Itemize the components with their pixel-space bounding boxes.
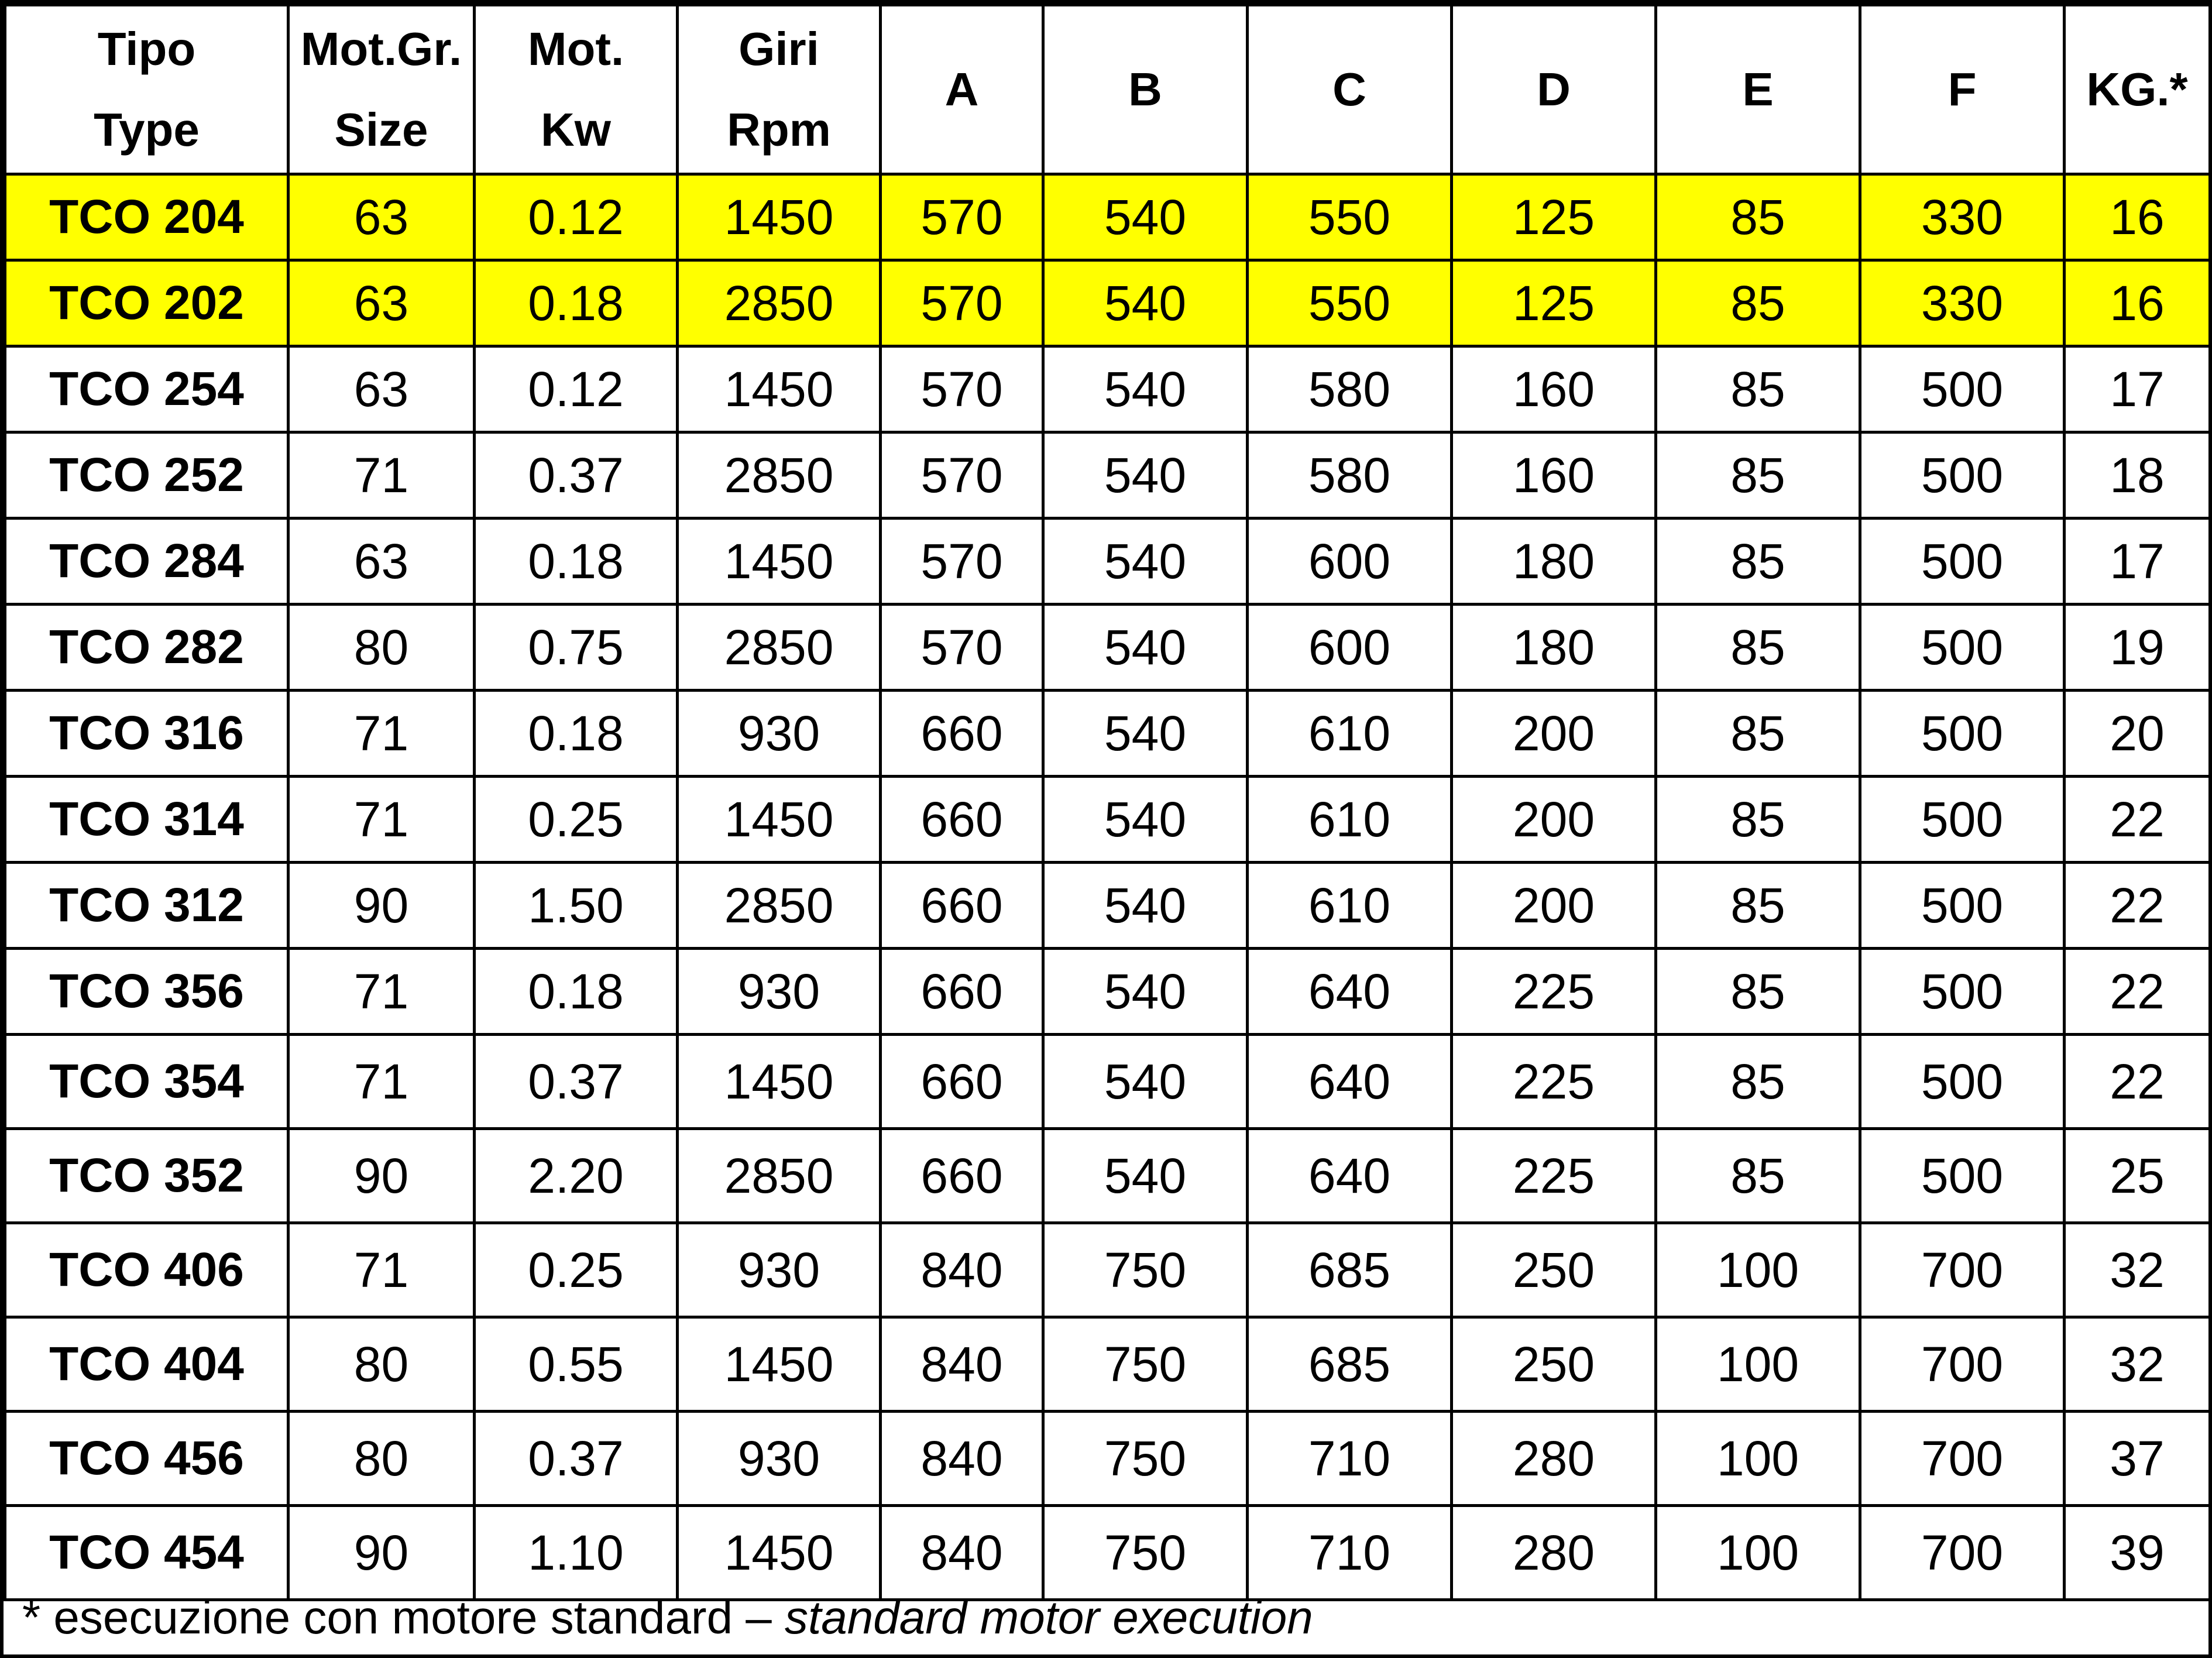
table-row (5, 1412, 2210, 1506)
value-cell-kw: 0.25 (475, 1223, 678, 1317)
type-cell: TCO 406 (5, 1223, 288, 1317)
value-cell-e: 85 (1656, 432, 1860, 519)
type-cell: TCO 282 (5, 605, 288, 691)
value-cell-c: 580 (1248, 346, 1452, 432)
value-cell-d: 200 (1452, 863, 1656, 949)
header-label: A (944, 63, 979, 115)
header-kg (2065, 5, 2210, 174)
value-cell-kg: 22 (2065, 949, 2210, 1035)
value-cell-c: 710 (1248, 1412, 1452, 1506)
value-cell-d: 125 (1452, 260, 1656, 346)
header-label: E (1742, 63, 1774, 115)
value-cell-f: 500 (1860, 863, 2065, 949)
value-cell-c: 610 (1248, 863, 1452, 949)
header-e (1656, 5, 1860, 174)
value-cell-kw: 0.18 (475, 519, 678, 605)
header-kw (475, 5, 678, 174)
value-cell-f: 500 (1860, 432, 2065, 519)
spec-table (4, 4, 2211, 1601)
header-f (1860, 5, 2065, 174)
value-cell-size: 90 (288, 1506, 475, 1600)
value-cell-size: 71 (288, 432, 475, 519)
value-cell-kw: 0.37 (475, 432, 678, 519)
value-cell-rpm: 1450 (678, 1035, 881, 1129)
value-cell-d: 225 (1452, 949, 1656, 1035)
value-cell-e: 85 (1656, 1035, 1860, 1129)
value-cell-size: 90 (288, 863, 475, 949)
value-cell-f: 500 (1860, 1035, 2065, 1129)
value-cell-e: 85 (1656, 777, 1860, 863)
value-cell-b: 540 (1043, 605, 1248, 691)
value-cell-size: 71 (288, 949, 475, 1035)
table-row (5, 1223, 2210, 1317)
value-cell-kw: 0.12 (475, 346, 678, 432)
type-cell: TCO 252 (5, 432, 288, 519)
value-cell-kg: 17 (2065, 519, 2210, 605)
value-cell-kg: 32 (2065, 1223, 2210, 1317)
value-cell-d: 250 (1452, 1317, 1656, 1412)
value-cell-size: 80 (288, 605, 475, 691)
table-row (5, 949, 2210, 1035)
value-cell-b: 540 (1043, 260, 1248, 346)
header-label: B (1128, 63, 1162, 115)
value-cell-rpm: 1450 (678, 174, 881, 260)
value-cell-kg: 18 (2065, 432, 2210, 519)
table-row (5, 519, 2210, 605)
footnote (7, 1577, 2212, 1658)
value-cell-c: 640 (1248, 1129, 1452, 1223)
value-cell-c: 610 (1248, 777, 1452, 863)
value-cell-a: 840 (881, 1506, 1043, 1600)
value-cell-size: 71 (288, 691, 475, 777)
value-cell-c: 610 (1248, 691, 1452, 777)
value-cell-size: 71 (288, 1035, 475, 1129)
value-cell-rpm: 2850 (678, 432, 881, 519)
header-type (5, 5, 288, 174)
value-cell-kg: 39 (2065, 1506, 2210, 1600)
value-cell-a: 840 (881, 1317, 1043, 1412)
value-cell-f: 500 (1860, 519, 2065, 605)
value-cell-kg: 16 (2065, 174, 2210, 260)
type-cell: TCO 352 (5, 1129, 288, 1223)
value-cell-d: 280 (1452, 1412, 1656, 1506)
value-cell-a: 570 (881, 432, 1043, 519)
value-cell-kw: 0.25 (475, 777, 678, 863)
value-cell-size: 63 (288, 346, 475, 432)
value-cell-b: 540 (1043, 1129, 1248, 1223)
type-cell: TCO 204 (5, 174, 288, 260)
value-cell-c: 580 (1248, 432, 1452, 519)
header-d (1452, 5, 1656, 174)
header-b (1043, 5, 1248, 174)
value-cell-e: 85 (1656, 691, 1860, 777)
value-cell-e: 100 (1656, 1412, 1860, 1506)
header-label: C (1332, 63, 1366, 115)
value-cell-e: 100 (1656, 1317, 1860, 1412)
value-cell-rpm: 1450 (678, 1506, 881, 1600)
value-cell-rpm: 930 (678, 1412, 881, 1506)
value-cell-a: 570 (881, 346, 1043, 432)
value-cell-kg: 16 (2065, 260, 2210, 346)
type-cell: TCO 356 (5, 949, 288, 1035)
value-cell-e: 85 (1656, 519, 1860, 605)
value-cell-a: 660 (881, 1129, 1043, 1223)
header-c (1248, 5, 1452, 174)
header-row (5, 5, 2210, 174)
value-cell-b: 750 (1043, 1506, 1248, 1600)
value-cell-c: 640 (1248, 949, 1452, 1035)
value-cell-kg: 19 (2065, 605, 2210, 691)
value-cell-a: 570 (881, 519, 1043, 605)
type-cell: TCO 202 (5, 260, 288, 346)
value-cell-e: 85 (1656, 1129, 1860, 1223)
value-cell-size: 63 (288, 260, 475, 346)
table-row (5, 605, 2210, 691)
header-label: D (1537, 63, 1571, 115)
value-cell-rpm: 1450 (678, 1317, 881, 1412)
value-cell-kw: 0.18 (475, 260, 678, 346)
value-cell-a: 570 (881, 605, 1043, 691)
header-label: Mot. (527, 23, 624, 75)
table-row (5, 174, 2210, 260)
value-cell-a: 660 (881, 863, 1043, 949)
type-cell: TCO 404 (5, 1317, 288, 1412)
value-cell-b: 540 (1043, 346, 1248, 432)
table-row (5, 1317, 2210, 1412)
value-cell-d: 125 (1452, 174, 1656, 260)
value-cell-kw: 1.10 (475, 1506, 678, 1600)
value-cell-kg: 32 (2065, 1317, 2210, 1412)
value-cell-rpm: 930 (678, 1223, 881, 1317)
value-cell-b: 750 (1043, 1223, 1248, 1317)
footnote-translation: standard motor execution (785, 1591, 1313, 1643)
value-cell-b: 750 (1043, 1412, 1248, 1506)
value-cell-e: 85 (1656, 346, 1860, 432)
header-rpm (678, 5, 881, 174)
value-cell-size: 71 (288, 777, 475, 863)
value-cell-kw: 0.55 (475, 1317, 678, 1412)
value-cell-d: 250 (1452, 1223, 1656, 1317)
value-cell-c: 600 (1248, 519, 1452, 605)
header-label: Giri (739, 23, 819, 75)
value-cell-c: 685 (1248, 1223, 1452, 1317)
value-cell-kw: 0.37 (475, 1412, 678, 1506)
value-cell-d: 180 (1452, 605, 1656, 691)
value-cell-size: 80 (288, 1412, 475, 1506)
header-sublabel: Type (94, 104, 200, 156)
value-cell-b: 750 (1043, 1317, 1248, 1412)
header-size (288, 5, 475, 174)
value-cell-a: 660 (881, 777, 1043, 863)
value-cell-c: 550 (1248, 260, 1452, 346)
header-label: Tipo (97, 23, 196, 75)
value-cell-c: 550 (1248, 174, 1452, 260)
value-cell-e: 100 (1656, 1223, 1860, 1317)
value-cell-kg: 25 (2065, 1129, 2210, 1223)
value-cell-a: 840 (881, 1412, 1043, 1506)
value-cell-rpm: 2850 (678, 1129, 881, 1223)
value-cell-a: 570 (881, 260, 1043, 346)
value-cell-rpm: 2850 (678, 260, 881, 346)
value-cell-b: 540 (1043, 174, 1248, 260)
value-cell-rpm: 2850 (678, 863, 881, 949)
value-cell-e: 85 (1656, 174, 1860, 260)
table-body (5, 174, 2210, 1600)
type-cell: TCO 456 (5, 1412, 288, 1506)
value-cell-kg: 20 (2065, 691, 2210, 777)
value-cell-e: 85 (1656, 260, 1860, 346)
value-cell-f: 500 (1860, 691, 2065, 777)
value-cell-a: 840 (881, 1223, 1043, 1317)
value-cell-f: 500 (1860, 777, 2065, 863)
value-cell-d: 225 (1452, 1035, 1656, 1129)
value-cell-f: 700 (1860, 1506, 2065, 1600)
value-cell-c: 685 (1248, 1317, 1452, 1412)
value-cell-b: 540 (1043, 777, 1248, 863)
value-cell-size: 80 (288, 1317, 475, 1412)
value-cell-a: 660 (881, 949, 1043, 1035)
value-cell-kw: 0.12 (475, 174, 678, 260)
table-row (5, 1129, 2210, 1223)
value-cell-b: 540 (1043, 949, 1248, 1035)
header-a (881, 5, 1043, 174)
value-cell-c: 640 (1248, 1035, 1452, 1129)
value-cell-f: 700 (1860, 1412, 2065, 1506)
type-cell: TCO 284 (5, 519, 288, 605)
value-cell-kw: 2.20 (475, 1129, 678, 1223)
type-cell: TCO 316 (5, 691, 288, 777)
value-cell-kg: 37 (2065, 1412, 2210, 1506)
value-cell-e: 85 (1656, 863, 1860, 949)
value-cell-kw: 0.37 (475, 1035, 678, 1129)
value-cell-kw: 0.18 (475, 949, 678, 1035)
table-row (5, 346, 2210, 432)
type-cell: TCO 254 (5, 346, 288, 432)
value-cell-f: 330 (1860, 174, 2065, 260)
value-cell-f: 500 (1860, 1129, 2065, 1223)
value-cell-f: 330 (1860, 260, 2065, 346)
value-cell-b: 540 (1043, 432, 1248, 519)
value-cell-f: 700 (1860, 1317, 2065, 1412)
value-cell-rpm: 1450 (678, 777, 881, 863)
value-cell-d: 280 (1452, 1506, 1656, 1600)
value-cell-b: 540 (1043, 1035, 1248, 1129)
value-cell-d: 180 (1452, 519, 1656, 605)
value-cell-size: 63 (288, 519, 475, 605)
value-cell-kg: 22 (2065, 777, 2210, 863)
value-cell-e: 85 (1656, 949, 1860, 1035)
value-cell-a: 660 (881, 691, 1043, 777)
header-sublabel: Size (334, 104, 428, 156)
value-cell-size: 90 (288, 1129, 475, 1223)
value-cell-d: 200 (1452, 691, 1656, 777)
value-cell-e: 85 (1656, 605, 1860, 691)
header-sublabel: Rpm (727, 104, 831, 156)
value-cell-rpm: 930 (678, 691, 881, 777)
type-cell: TCO 454 (5, 1506, 288, 1600)
value-cell-d: 160 (1452, 432, 1656, 519)
table-row (5, 432, 2210, 519)
value-cell-b: 540 (1043, 519, 1248, 605)
value-cell-kw: 0.18 (475, 691, 678, 777)
value-cell-size: 63 (288, 174, 475, 260)
value-cell-c: 710 (1248, 1506, 1452, 1600)
header-sublabel: Kw (541, 104, 611, 156)
value-cell-rpm: 930 (678, 949, 881, 1035)
value-cell-kg: 22 (2065, 1035, 2210, 1129)
value-cell-kg: 22 (2065, 863, 2210, 949)
value-cell-b: 540 (1043, 863, 1248, 949)
type-cell: TCO 312 (5, 863, 288, 949)
table-row (5, 1035, 2210, 1129)
footnote-text: * esecuzione con motore standard – (22, 1591, 785, 1643)
value-cell-d: 160 (1452, 346, 1656, 432)
value-cell-rpm: 1450 (678, 346, 881, 432)
table-row (5, 691, 2210, 777)
value-cell-f: 500 (1860, 346, 2065, 432)
value-cell-rpm: 2850 (678, 605, 881, 691)
header-label: KG.* (2086, 63, 2188, 115)
value-cell-kw: 1.50 (475, 863, 678, 949)
value-cell-c: 600 (1248, 605, 1452, 691)
value-cell-rpm: 1450 (678, 519, 881, 605)
value-cell-f: 700 (1860, 1223, 2065, 1317)
value-cell-kw: 0.75 (475, 605, 678, 691)
table-row (5, 260, 2210, 346)
table-row (5, 863, 2210, 949)
value-cell-b: 540 (1043, 691, 1248, 777)
value-cell-d: 225 (1452, 1129, 1656, 1223)
value-cell-kg: 17 (2065, 346, 2210, 432)
type-cell: TCO 314 (5, 777, 288, 863)
value-cell-f: 500 (1860, 605, 2065, 691)
value-cell-f: 500 (1860, 949, 2065, 1035)
value-cell-e: 100 (1656, 1506, 1860, 1600)
value-cell-a: 660 (881, 1035, 1043, 1129)
header-label: F (1947, 63, 1977, 115)
type-cell: TCO 354 (5, 1035, 288, 1129)
value-cell-d: 200 (1452, 777, 1656, 863)
header-label: Mot.Gr. (300, 23, 462, 75)
value-cell-size: 71 (288, 1223, 475, 1317)
table-row (5, 777, 2210, 863)
value-cell-a: 570 (881, 174, 1043, 260)
